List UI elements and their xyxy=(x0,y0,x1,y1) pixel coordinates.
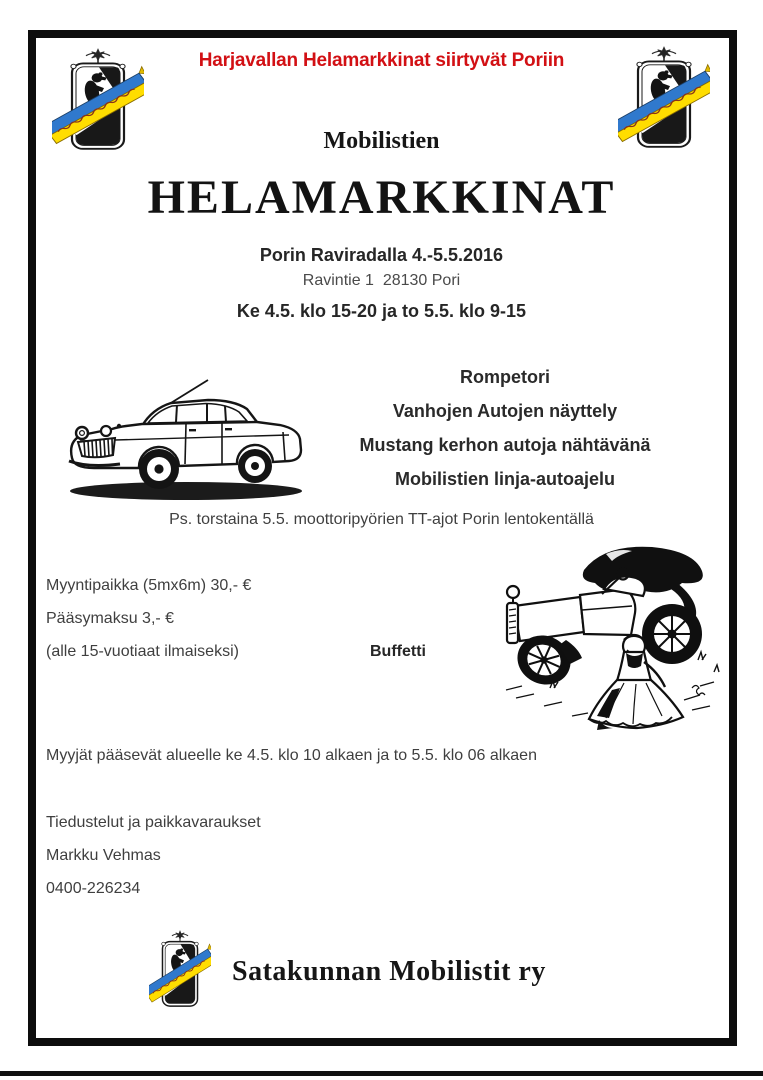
contact-name: Markku Vehmas xyxy=(46,847,161,864)
vintage-breakdown-illustration xyxy=(486,540,732,738)
event-title: HELAMARKKINAT xyxy=(147,171,616,224)
attractions-list xyxy=(352,368,658,504)
relocation-announcement: Harjavallan Helamarkkinat siirtyvät Poriin xyxy=(198,50,565,71)
ps-note-line: Ps. torstaina 5.5. moottoripyörien TT-ajot Porin lentokentällä xyxy=(169,511,594,528)
classic-sedan-illustration xyxy=(58,372,314,514)
address-line: Ravintie 1 28130 Pori xyxy=(302,272,461,289)
vintage-breakdown-illustration xyxy=(486,540,732,738)
admission-price: Pääsymaksu 3,- € xyxy=(46,610,175,627)
attraction-item: Vanhojen Autojen näyttely xyxy=(392,401,618,421)
venue-line: Porin Raviradalla 4.-5.5.2016 xyxy=(259,245,504,265)
contact-phone: 0400-226234 xyxy=(46,880,141,897)
club-badge-icon xyxy=(149,930,211,1010)
vendor-spot-price: Myyntipaikka (5mx6m) 30,- € xyxy=(46,577,252,594)
contact-heading: Tiedustelut ja paikkavaraukset xyxy=(46,814,261,831)
attraction-item: Mobilistien linja-autoajelu xyxy=(394,469,616,489)
event-pretitle: Mobilistien xyxy=(323,128,440,154)
vendor-access-line: Myyjät pääsevät alueelle ke 4.5. klo 10 alkaen ja to 5.5. klo 06 alkaen xyxy=(46,747,537,764)
club-badge-icon xyxy=(149,930,211,1010)
organizer-name: Satakunnan Mobilistit ry xyxy=(232,956,546,987)
classic-sedan-illustration xyxy=(58,372,314,514)
opening-times-line: Ke 4.5. klo 15-20 ja to 5.5. klo 9-15 xyxy=(236,301,527,321)
free-admission-note: (alle 15-vuotiaat ilmaiseksi) xyxy=(46,643,239,660)
bottom-divider xyxy=(0,1071,763,1076)
attraction-item: Rompetori xyxy=(460,367,550,387)
buffet-label: Buffetti xyxy=(370,643,426,660)
attraction-item: Mustang kerhon autoja nähtävänä xyxy=(359,435,651,455)
